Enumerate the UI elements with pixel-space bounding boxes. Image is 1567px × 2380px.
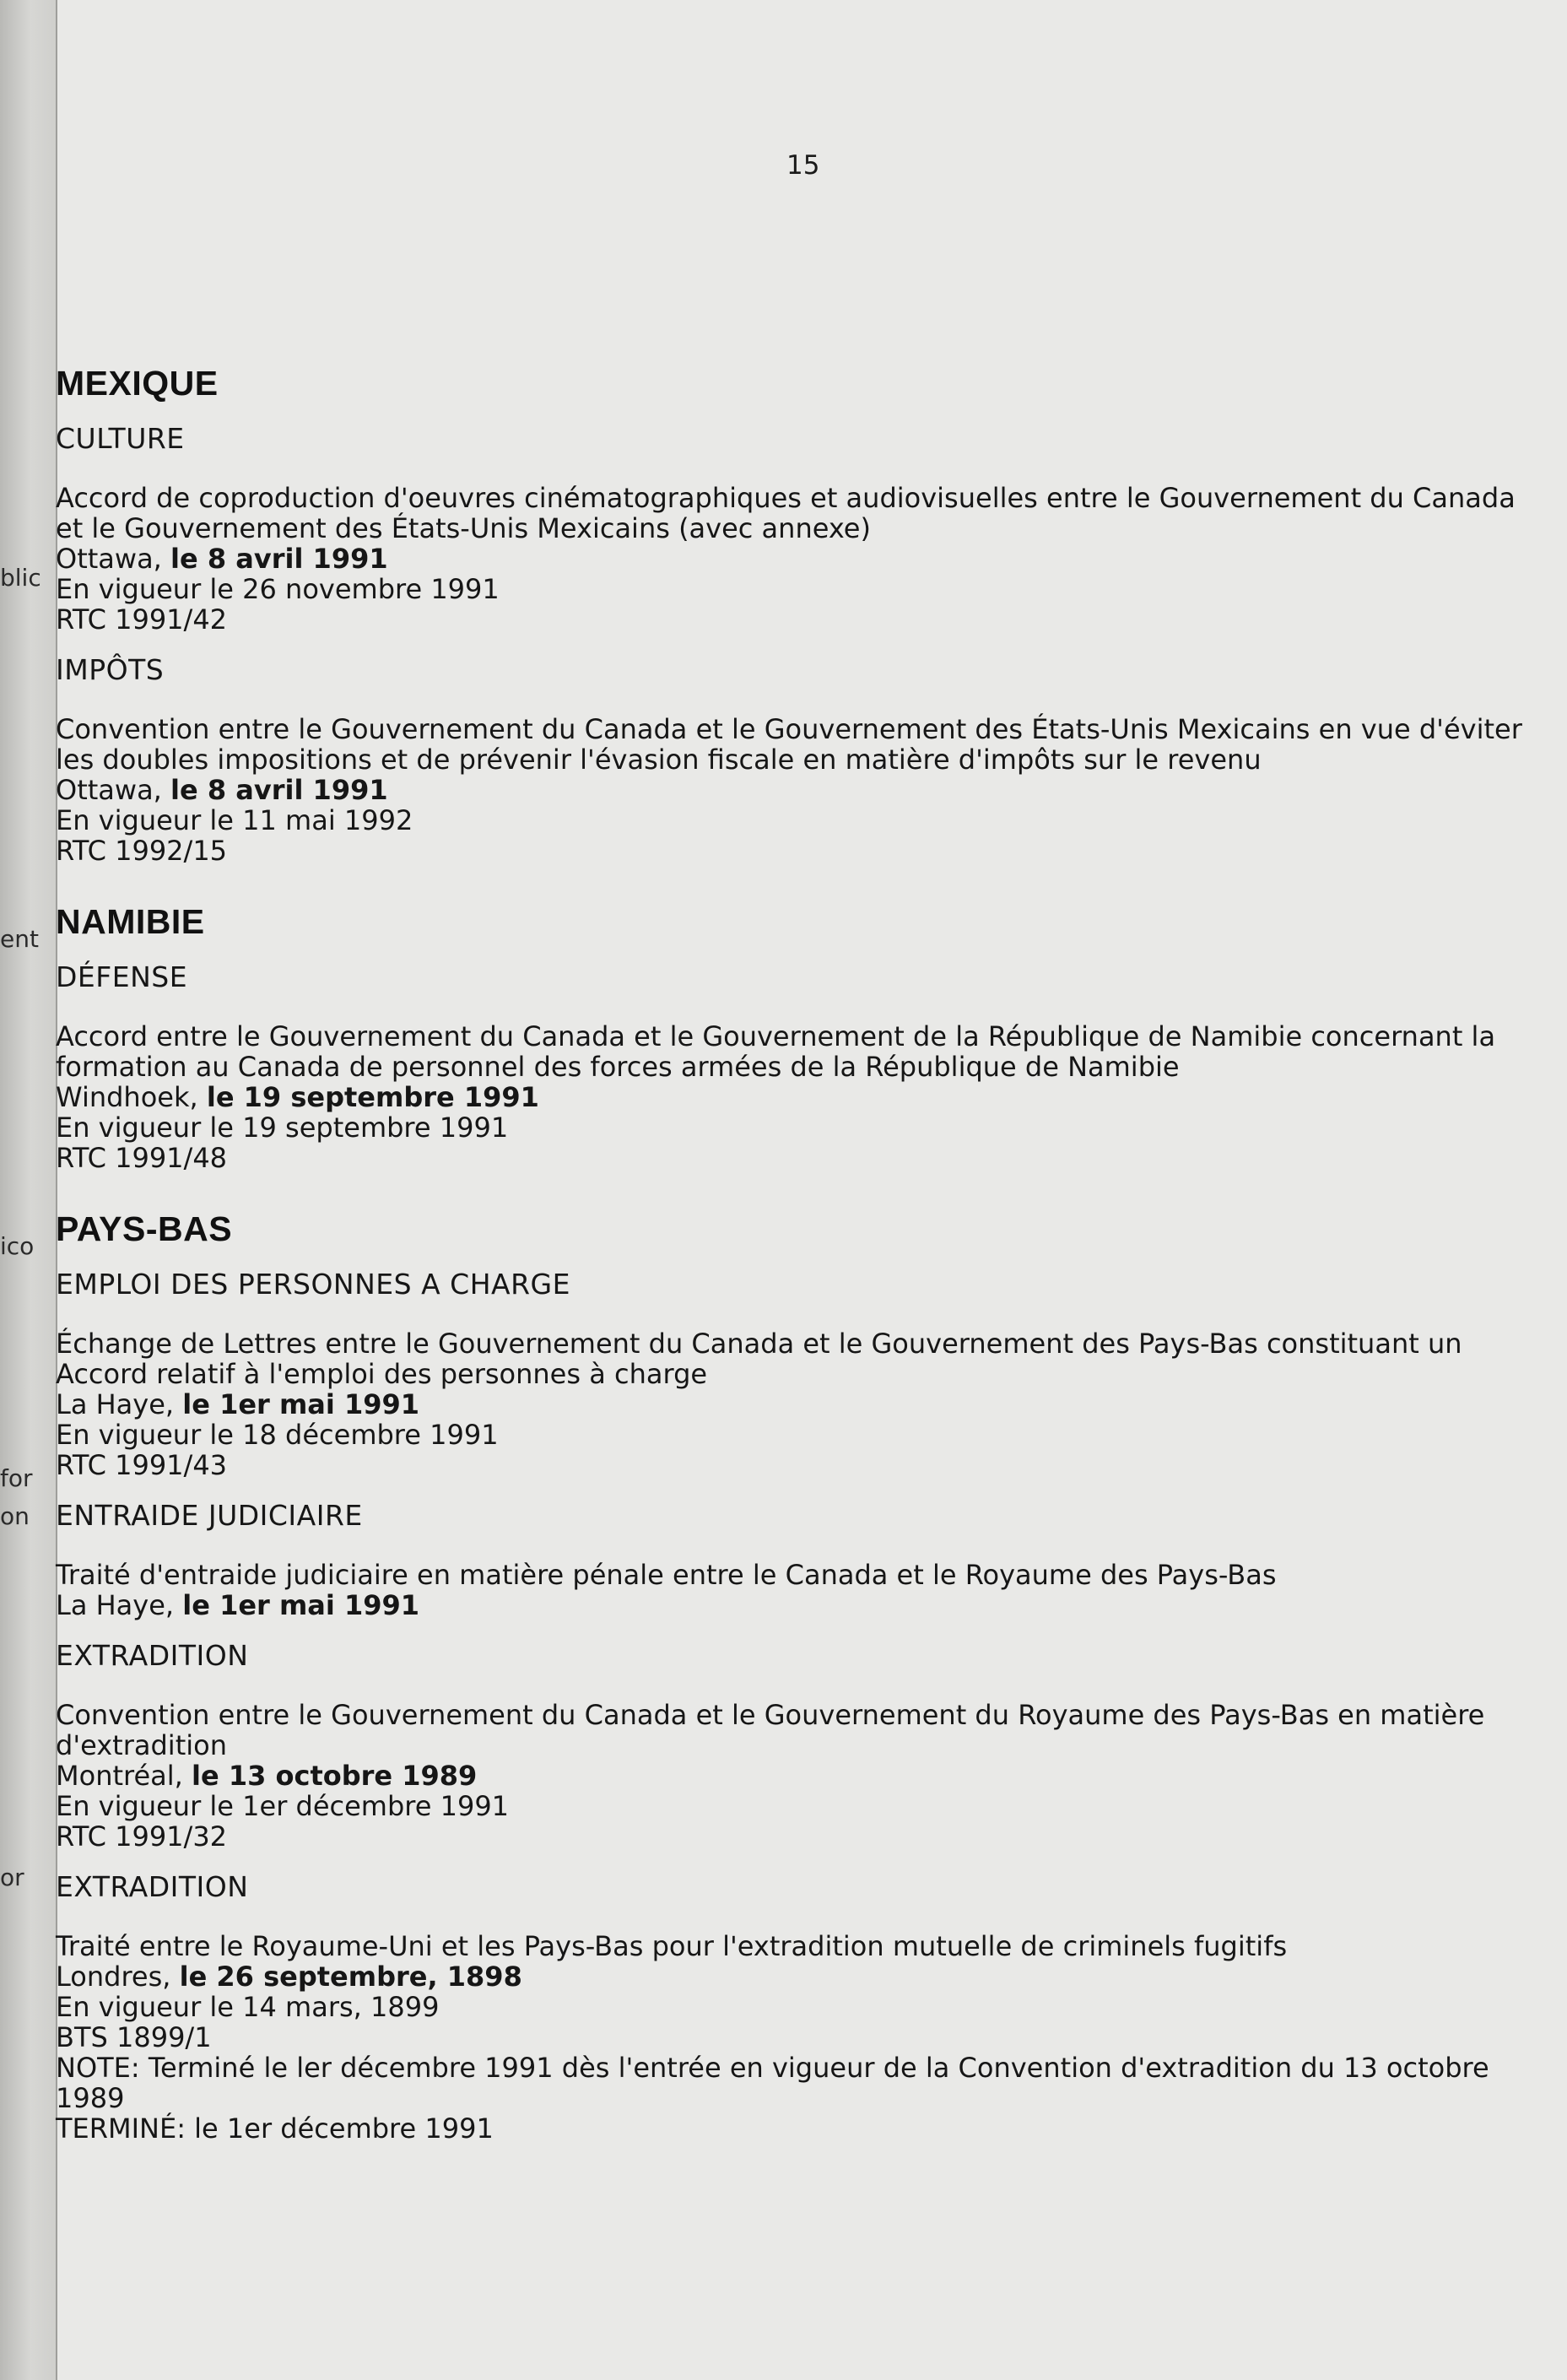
treaty-note: NOTE: Terminé le ler décembre 1991 dès l'entrée en vigueur de la Convention d'extradition du 13 octobre 1989: [56, 2052, 1489, 2114]
page-number: 15: [786, 150, 820, 181]
treaty-terminated: TERMINÉ: le 1er décembre 1991: [56, 2112, 494, 2145]
treaty-entry: [56, 483, 1524, 635]
treaty-reference: RTC 1992/15: [56, 835, 228, 867]
treaty-entry: [56, 1328, 1524, 1480]
treaty-reference: RTC 1991/43: [56, 1449, 228, 1481]
category-heading: EMPLOI DES PERSONNES A CHARGE: [56, 1268, 570, 1301]
country-section-mexique: [56, 363, 1524, 866]
signature-date: le 19 septembre 1991: [206, 1081, 539, 1113]
country-heading: MEXIQUE: [56, 364, 219, 403]
previous-page-gutter: [0, 0, 57, 2380]
treaty-reference: RTC 1991/42: [56, 603, 228, 636]
country-section-pays-bas: [56, 1209, 1524, 2144]
treaty-title: Convention entre le Gouvernement du Canada et le Gouvernement du Royaume des Pays-Bas en matière d'extradition: [56, 1699, 1485, 1761]
gutter-text-fragment: ico: [0, 1232, 35, 1260]
gutter-text-fragment: blic: [0, 564, 41, 592]
treaty-entry: [56, 1931, 1524, 2144]
treaty-in-force: En vigueur le 14 mars, 1899: [56, 1991, 440, 2023]
gutter-text-fragment: for: [0, 1464, 33, 1492]
gutter-text-fragment: on: [0, 1502, 30, 1530]
treaty-signature: [56, 1590, 1524, 1620]
signature-place: Londres,: [56, 1961, 171, 1993]
signature-place: Montréal,: [56, 1760, 183, 1792]
treaty-signature: [56, 1961, 1524, 1992]
treaty-entry: [56, 1700, 1524, 1852]
treaty-list: [56, 363, 1524, 2144]
treaty-title: Accord de coproduction d'oeuvres cinématographiques et audiovisuelles entre le Gouvernement du Canada et le Gouvernement des États-Unis Mexicains (avec annexe): [56, 482, 1516, 544]
signature-date: le 1er mai 1991: [182, 1388, 420, 1420]
signature-date: le 1er mai 1991: [182, 1589, 420, 1621]
treaty-entry: [56, 714, 1524, 866]
signature-place: Windhoek,: [56, 1081, 198, 1113]
category-heading: IMPÔTS: [56, 653, 165, 686]
treaty-signature: [56, 1082, 1524, 1112]
country-section-namibie: [56, 901, 1524, 1173]
treaty-signature: [56, 544, 1524, 574]
treaty-reference: BTS 1899/1: [56, 2021, 212, 2053]
signature-date: le 8 avril 1991: [170, 774, 388, 806]
treaty-title: Traité d'entraide judiciaire en matière pénale entre le Canada et le Royaume des Pays-Bas: [56, 1559, 1277, 1591]
treaty-in-force: En vigueur le 1er décembre 1991: [56, 1790, 510, 1822]
treaty-in-force: En vigueur le 26 novembre 1991: [56, 573, 500, 605]
signature-place: Ottawa,: [56, 774, 162, 806]
treaty-entry: [56, 1560, 1524, 1620]
treaty-signature: [56, 775, 1524, 805]
treaty-signature: [56, 1389, 1524, 1420]
gutter-text-fragment: ent: [0, 925, 39, 953]
treaty-in-force: En vigueur le 19 septembre 1991: [56, 1112, 509, 1144]
signature-place: Ottawa,: [56, 543, 162, 575]
treaty-in-force: En vigueur le 18 décembre 1991: [56, 1419, 499, 1451]
treaty-reference: RTC 1991/48: [56, 1142, 228, 1174]
category-heading: DÉFENSE: [56, 960, 188, 993]
treaty-signature: [56, 1761, 1524, 1791]
signature-date: le 26 septembre, 1898: [179, 1961, 522, 1993]
treaty-title: Convention entre le Gouvernement du Canada et le Gouvernement des États-Unis Mexicains en vue d'éviter les doubles impositions et de prévenir l'évasion fiscale en matière d'impôts sur le revenu: [56, 713, 1522, 776]
signature-place: La Haye,: [56, 1388, 175, 1420]
country-heading: NAMIBIE: [56, 902, 205, 941]
treaty-reference: RTC 1991/32: [56, 1820, 228, 1853]
treaty-in-force: En vigueur le 11 mai 1992: [56, 804, 413, 836]
treaty-entry: [56, 1021, 1524, 1173]
country-heading: PAYS-BAS: [56, 1209, 233, 1248]
treaty-title: Accord entre le Gouvernement du Canada et le Gouvernement de la République de Namibie concernant la formation au Canada de personnel des forces armées de la République de Namibie: [56, 1020, 1496, 1083]
gutter-text-fragment: or: [0, 1863, 24, 1891]
signature-place: La Haye,: [56, 1589, 175, 1621]
signature-date: le 13 octobre 1989: [192, 1760, 478, 1792]
category-heading: EXTRADITION: [56, 1870, 249, 1903]
category-heading: ENTRAIDE JUDICIAIRE: [56, 1499, 363, 1532]
category-heading: EXTRADITION: [56, 1639, 249, 1672]
category-heading: CULTURE: [56, 422, 185, 455]
signature-date: le 8 avril 1991: [170, 543, 388, 575]
treaty-title: Échange de Lettres entre le Gouvernement du Canada et le Gouvernement des Pays-Bas constituant un Accord relatif à l'emploi des personnes à charge: [56, 1328, 1462, 1390]
treaty-title: Traité entre le Royaume-Uni et les Pays-Bas pour l'extradition mutuelle de criminels fugitifs: [56, 1930, 1288, 1962]
